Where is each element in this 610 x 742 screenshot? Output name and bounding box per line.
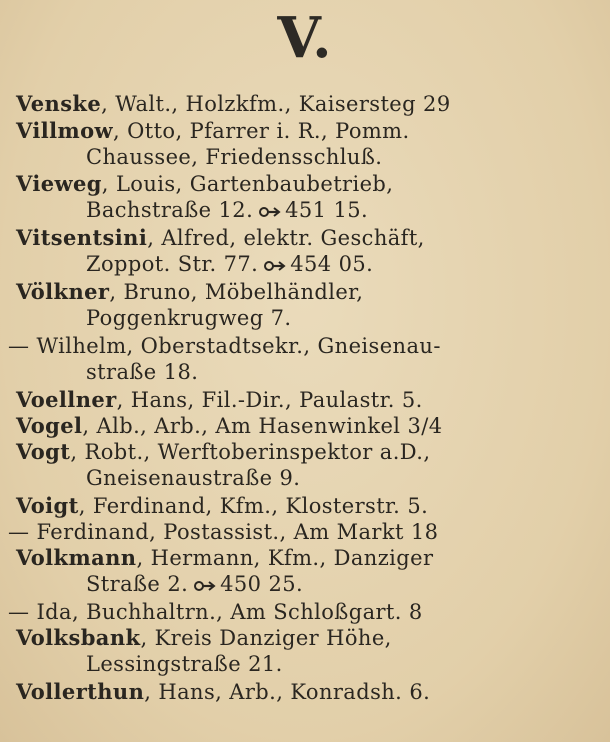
entry-continuation-text: Poggenkrugweg 7. [86, 306, 292, 330]
phone-number: 451 15. [285, 198, 369, 222]
entry-continuation [86, 306, 291, 330]
telephone-icon [264, 260, 286, 272]
entry-line [16, 119, 410, 143]
entry-continuation-text: Straße 2. [86, 572, 189, 596]
entry-name: Vogel [16, 413, 83, 438]
entry-line [8, 600, 423, 624]
entry-name: — Ferdinand [8, 520, 150, 544]
entry-line [16, 414, 442, 438]
entry-line [16, 172, 393, 196]
entry-details: , Postassist., Am Markt 18 [149, 520, 439, 544]
entry-name: Vogt [16, 439, 71, 464]
entry-line [16, 388, 423, 412]
entry-line [16, 226, 425, 250]
entry-continuation-text: straße 18. [86, 360, 199, 384]
entry-details: , Hans, Arb., Konradsh. 6. [144, 680, 431, 704]
entry-details: , Bruno, Möbelhändler, [109, 280, 364, 304]
entry-name: Venske [16, 91, 102, 116]
entry-details: , Hermann, Kfm., Danziger [136, 546, 434, 570]
entry-line [16, 680, 430, 704]
entry-details: , Ferdinand, Kfm., Klosterstr. 5. [78, 494, 429, 518]
entry-line [16, 626, 392, 650]
entry-details: , Kreis Danziger Höhe, [140, 626, 392, 650]
entry-details: , Alfred, elektr. Geschäft, [147, 226, 425, 250]
entry-continuation-text: Chaussee, Friedensschluß. [86, 145, 383, 169]
entry-name: — Ida [8, 600, 72, 624]
phone-number: 454 05. [290, 252, 374, 276]
entry-continuation [86, 572, 303, 596]
entry-continuation [86, 652, 283, 676]
entry-details: , Alb., Arb., Am Hasenwinkel 3/4 [82, 414, 443, 438]
entry-continuation-text: Lessingstraße 21. [86, 652, 283, 676]
entry-name: Volkmann [16, 545, 137, 570]
entry-name: — Wilhelm [8, 334, 127, 358]
entry-name: Villmow [16, 118, 113, 143]
entry-name: Volksbank [16, 625, 141, 650]
entry-continuation-text: Zoppot. Str. 77. [86, 252, 259, 276]
telephone-icon [194, 580, 216, 592]
entry-details: , Robt., Werftoberinspektor a.D., [70, 440, 431, 464]
entry-name: Vieweg [16, 171, 102, 196]
entry-name: Voellner [16, 387, 117, 412]
entry-details: , Hans, Fil.-Dir., Paulastr. 5. [116, 388, 423, 412]
entry-line [8, 520, 438, 544]
entry-continuation [86, 252, 373, 276]
entry-name: Vollerthun [16, 679, 145, 704]
entry-continuation [86, 466, 300, 490]
entry-continuation [86, 145, 382, 169]
entry-name: Voigt [16, 493, 79, 518]
section-heading: V. [277, 5, 333, 71]
entry-name: Völkner [16, 279, 110, 304]
entry-line [16, 494, 428, 518]
entry-continuation-text: Bachstraße 12. [86, 198, 254, 222]
entry-details: , Buchhaltrn., Am Schloßgart. 8 [71, 600, 423, 624]
telephone-icon [259, 206, 281, 218]
entry-continuation-text: Gneisenaustraße 9. [86, 466, 301, 490]
entry-line [16, 440, 430, 464]
entry-name: Vitsentsini [16, 225, 148, 250]
phone-number: 450 25. [220, 572, 304, 596]
entry-continuation [86, 360, 198, 384]
entry-line [8, 334, 441, 358]
entry-details: , Louis, Gartenbaubetrieb, [101, 172, 394, 196]
entry-line [16, 92, 451, 116]
entry-line [16, 546, 433, 570]
entry-details: , Oberstadtsekr., Gneisenau- [126, 334, 441, 358]
entry-continuation [86, 198, 368, 222]
entry-details: , Walt., Holzkfm., Kaisersteg 29 [101, 92, 451, 116]
entry-line [16, 280, 363, 304]
entry-details: , Otto, Pfarrer i. R., Pomm. [112, 119, 410, 143]
